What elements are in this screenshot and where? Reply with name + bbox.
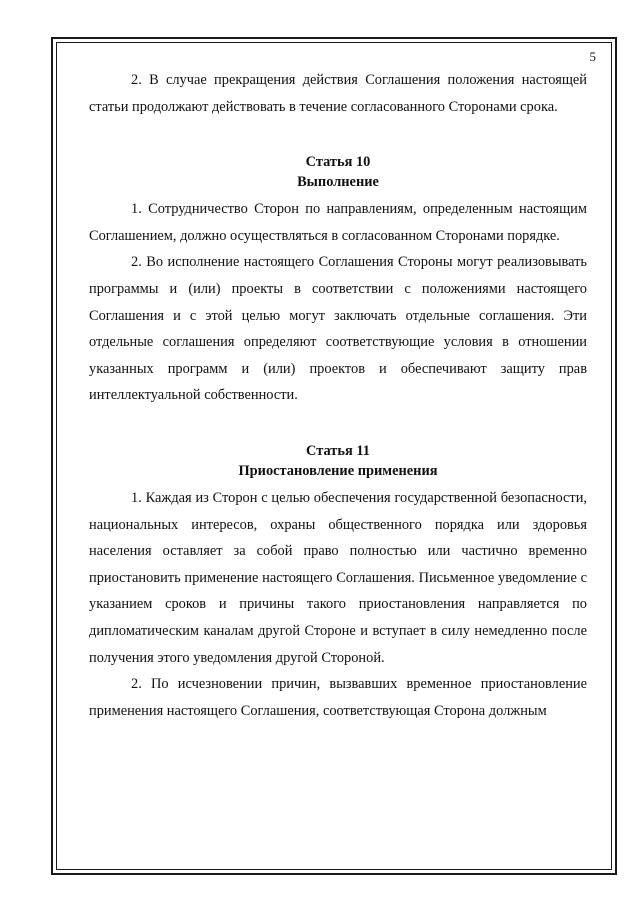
article-10-heading [89, 152, 587, 192]
paragraph-intro-2: 2. В случае прекращения действия Соглашения положения настоящей статьи продолжают действовать в течение согласованного Сторонами срока. [89, 72, 587, 115]
article-11-paragraph-1: 1. Каждая из Сторон с целью обеспечения государственной безопасности, национальных интересов, охраны общественного порядка или здоровья населения оставляет за собой право полностью или частично временно приостановить применение настоящего Соглашения. Письменное уведомление с указанием сроков и причины такого приостановления направляется по дипломатическим каналам другой Стороне и вступает в силу немедленно после получения этого уведомления другой Стороной. [89, 489, 587, 666]
document-body [89, 67, 587, 724]
article-11-paragraph-2: 2. По исчезновении причин, вызвавших временное приостановление применения настоящего Соглашения, соответствующая Сторона должным [89, 676, 587, 719]
page-number: 5 [589, 49, 596, 64]
article-10-paragraph-1: 1. Сотрудничество Сторон по направлениям, определенным настоящим Соглашением, должно осуществляться в согласованном Сторонами порядке. [89, 201, 587, 244]
article-10-title: Статья 10 [305, 154, 371, 171]
article-10-paragraph-2: 2. Во исполнение настоящего Соглашения Стороны могут реализовывать программы и (или) проекты в соответствии с положениями настоящего Соглашения и с этой целью могут заключать отдельные соглашения. Эти отдельные соглашения определяют соответствующие условия в отношении указанных программ и (или) проектов и обеспечивают защиту прав интеллектуальной собственности. [89, 254, 587, 404]
article-11-title: Статья 11 [306, 442, 370, 459]
article-11-subtitle: Приостановление применения [238, 462, 438, 479]
article-11-heading [89, 441, 587, 481]
article-10-subtitle: Выполнение [297, 174, 379, 191]
